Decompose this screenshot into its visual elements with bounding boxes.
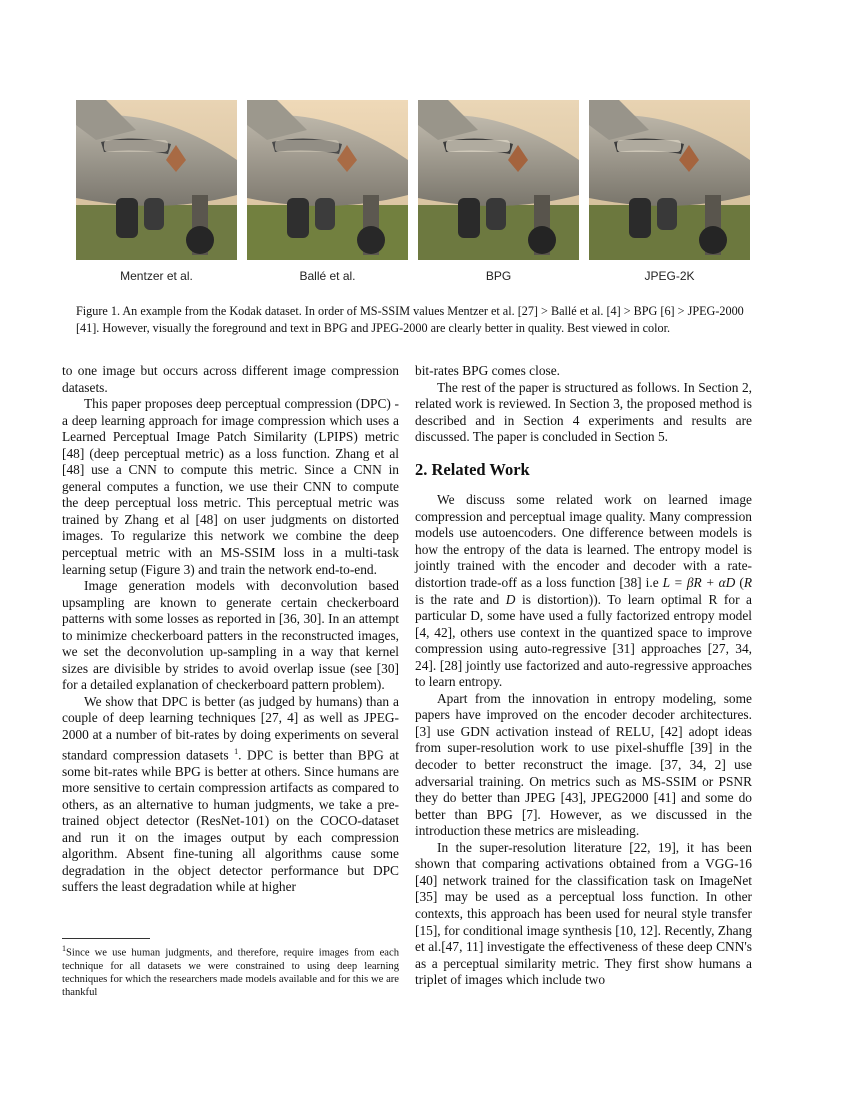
right-paragraph-5: In the super-resolution literature [22, 19], it has been shown that comparing activations obtained from a VGG-16 [40] network trained for the classification task on ImageNet [35] may be used as a perceptual loss function. In other contexts, this approach has been used for neural style transfer [15], for conditional image synthesis [10, 12]. Recently, Zhang et al.[47, 11] investigate the effectiveness of these deep CNN's as a perceptual similarity metric. They first show humans a triplet of images which include two [415, 839, 752, 988]
image-balle [247, 100, 408, 260]
panel-balle [247, 100, 408, 283]
airplane-photo-jpeg2k [589, 100, 750, 260]
image-jpeg2k [589, 100, 750, 260]
figure-caption: Figure 1. An example from the Kodak dataset. In order of MS-SSIM values Mentzer et al. [27] > Ballé et al. [4] > BPG [6] > JPEG-2000 [41]. However, visually the foreground and text in BPG and JPEG-2000 are clearly better in quality. Best viewed in color. [76, 304, 744, 335]
left-paragraph-3: Image generation models with deconvolution based upsampling are known to generate certain checkerboard patterns with some losses as reported in [36, 30]. In an attempt to minimize checkerboard patters in the reconstructed images, we set the deconvolution up-sampling in a way that kernel sizes are divisible by strides to avoid overlap issue (see [30] for a detailed explanation of checkerboard pattern problem). [62, 578, 399, 693]
panel-jpeg2k [589, 100, 750, 283]
left-paragraph-2: This paper proposes deep perceptual compression (DPC) - a deep learning approach for image compression which uses a Learned Perceptual Image Patch Similarity (LPIPS) metric [48] (deep perceptual metric) as a loss function. Zhang et al [48] use a CNN to compute this metric. Since a CNN in general computes a function, we use their CNN to compute the deep perceptual loss metric. This perceptual metric was trained by Zhang et al [48] on user judgments on distorted images. To regularize this network we combine the deep perceptual metric with an MS-SSIM loss in a multi-task learning setup (Figure 3) and train the network end-to-end. [62, 396, 399, 577]
panel-label-mentzer: Mentzer et al. [120, 269, 193, 283]
left-column [62, 363, 399, 896]
image-bpg [418, 100, 579, 260]
footnote-ref: 1 [234, 746, 239, 756]
left-paragraph-1: to one image but occurs across different image compression datasets. [62, 363, 399, 395]
left-paragraph-4 [62, 694, 399, 896]
footnote [62, 942, 399, 999]
loss-equation: L = βR + αD [662, 575, 736, 591]
panel-label-balle: Ballé et al. [299, 269, 356, 283]
right-paragraph-2: The rest of the paper is structured as follows. In Section 2, related work is reviewed. In Section 3, the proposed method is described and in Section 4 experiments and results are discussed. The paper is concluded in Section 5. [415, 379, 752, 445]
footnote-divider [62, 938, 150, 939]
right-paragraph-3d: is distortion)). To learn optimal R for a particular D, some have used a fully factorized entropy model [4, 42], others use context in the quantized space to improve compression using auto-regressive [31] approaches [27, 34, 24]. [28] jointly use factorized and auto-regressive approaches to learn entropy. [415, 591, 752, 690]
right-paragraph-3a: We discuss some related work on learned image compression and perceptual image quality. Many compression models use autoencoders. One difference between models is how the entropy of the data is learned. The entropy model is jointly trained with the encoder and decoder with a rate-distortion trade-off as a loss function [38] i.e [415, 492, 752, 591]
symbol-d: D [505, 591, 516, 607]
panel-label-bpg: BPG [485, 269, 512, 283]
figure-1 [76, 100, 752, 283]
left-paragraph-4b: . DPC is better than BPG at some bit-rates while BPG is better at others. Since humans are more sensitive to certain compression artifacts as compared to others, as an alternative to human judgments, we take a pre-trained object detector (ResNet-101) on the COCO-dataset and run it on the images output by each compression algorithm. Absent fine-tuning all algorithms cause some degradation in the object detector performance but DPC suffers the least degradation while at higher [62, 747, 399, 895]
section-heading-related-work: 2. Related Work [415, 459, 530, 479]
right-paragraph-3c: is the rate and [415, 591, 506, 607]
right-paragraph-1: bit-rates BPG comes close. [415, 363, 561, 378]
image-mentzer [76, 100, 237, 260]
footnote-mark: 1 [62, 944, 66, 953]
airplane-photo-bpg [418, 100, 579, 260]
symbol-r: R [743, 575, 752, 591]
airplane-photo-mentzer [76, 100, 237, 260]
airplane-photo-balle [247, 100, 408, 260]
right-paragraph-3 [415, 492, 752, 691]
panel-mentzer [76, 100, 237, 283]
left-paragraph-4a: We show that DPC is better (as judged by humans) than a couple of deep learning techniques [27, 4] as well as JPEG-2000 at a number of bit-rates by doing experiments on several standard compression datasets [62, 693, 399, 763]
right-paragraph-3b: ( [739, 575, 744, 591]
panel-bpg [418, 100, 579, 283]
right-column [415, 363, 752, 989]
footnote-text: Since we use human judgments, and therefore, require images from each technique for all datasets we were constrained to using deep learning techniques for which the researchers made models available and for this we are thankful [62, 947, 399, 998]
right-paragraph-4: Apart from the innovation in entropy modeling, some papers have improved on the encoder decoder architectures. [3] use GDN activation instead of RELU, [42] adopt ideas from super-resolution work to use pixel-shuffle [39] in the decoder to better reconstruct the image. [37, 34, 2] use adversarial training. On metrics such as MS-SSIM or PSNR they do better than JPEG [43], JPEG2000 [41] and some do better than BPG [7]. However, as we discussed in the introduction these metrics are misleading. [415, 690, 752, 839]
panel-label-jpeg2k: JPEG-2K [644, 269, 695, 283]
figure-panels [76, 100, 752, 283]
